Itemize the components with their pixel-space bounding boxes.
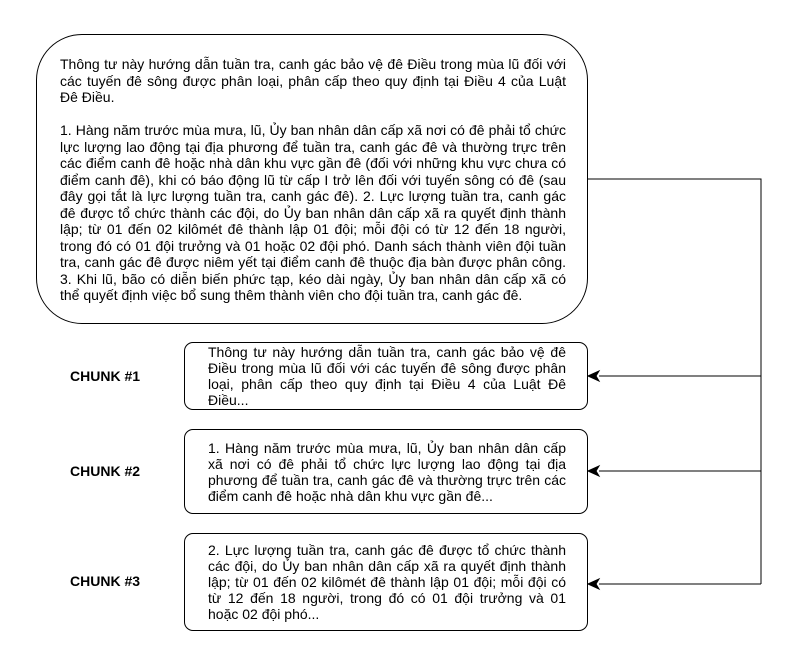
arrowhead-chunk-2 <box>588 466 599 476</box>
chunk-1-text: Thông tư này hướng dẫn tuần tra, canh gác bảo vệ đê Điều trong mùa lũ đối với các tuyến đê sông được phân loại, phân cấp theo quy định tại Điều 4 của Luật Đê Điều... <box>208 344 566 408</box>
chunk-3-label: CHUNK #3 <box>70 573 141 589</box>
chunk-1-box <box>184 342 588 410</box>
connector-trunk <box>588 179 761 584</box>
chunk-1-label: CHUNK #1 <box>70 368 141 384</box>
arrowhead-chunk-3 <box>588 579 599 589</box>
chunk-2-label: CHUNK #2 <box>70 463 141 479</box>
source-document-box <box>36 34 588 324</box>
chunk-2-box <box>184 429 588 514</box>
chunk-3-text: 2. Lực lượng tuần tra, canh gác đê được tổ chức thành các đội, do Ủy ban nhân dân cấp xã ra quyết định thành lập; từ 01 đến 02 kilômét đê thành lập 01 đội; mỗi đội có từ 12 đến 18 người, trong đó có 01 đội trưởng và 01 hoặc 02 đội phó... <box>208 542 566 622</box>
chunk-2-text: 1. Hàng năm trước mùa mưa, lũ, Ủy ban nhân dân cấp xã nơi có đê phải tổ chức lực lượng lao động tại địa phương để tuần tra, canh gác đê và thường trực trên các điểm canh đê hoặc nhà dân khu vực gần đê... <box>208 439 566 504</box>
source-paragraph-1: Thông tư này hướng dẫn tuần tra, canh gác bảo vệ đê Điều trong mùa lũ đối với các tuyến đê sông được phân loại, phân cấp theo quy định tại Điều 4 của Luật Đê Điều. <box>60 56 566 105</box>
chunk-3-box <box>184 533 588 631</box>
arrowhead-chunk-1 <box>588 371 599 381</box>
source-paragraph-2: 1. Hàng năm trước mùa mưa, lũ, Ủy ban nhân dân cấp xã nơi có đê phải tổ chức lực lượng lao động tại địa phương để tuần tra, canh gác đê và thường trực trên các điểm canh đê hoặc nhà dân khu vực gần đê (đối với những khu vực chưa có điểm canh đê), khi có báo động lũ từ cấp I trở lên đối với tuyến sông có đê (sau đây gọi tắt là lực lượng tuần tra, canh gác đê). 2. Lực lượng tuần tra, canh gác đê được tổ chức thành các đội, do Ủy ban nhân dân cấp xã ra quyết định thành lập; từ 01 đến 02 kilômét đê thành lập 01 đội; mỗi đội có từ 12 đến 18 người, trong đó có 01 đội trưởng và 01 hoặc 02 đội phó. Danh sách thành viên đội tuần tra, canh gác đê được niêm yết tại điểm canh đê thuộc địa bàn được phân công. 3. Khi lũ, bão có diễn biến phức tạp, kéo dài ngày, Ủy ban nhân dân cấp xã có thể quyết định việc bổ sung thêm thành viên cho đội tuần tra, canh gác đê. <box>60 122 566 303</box>
